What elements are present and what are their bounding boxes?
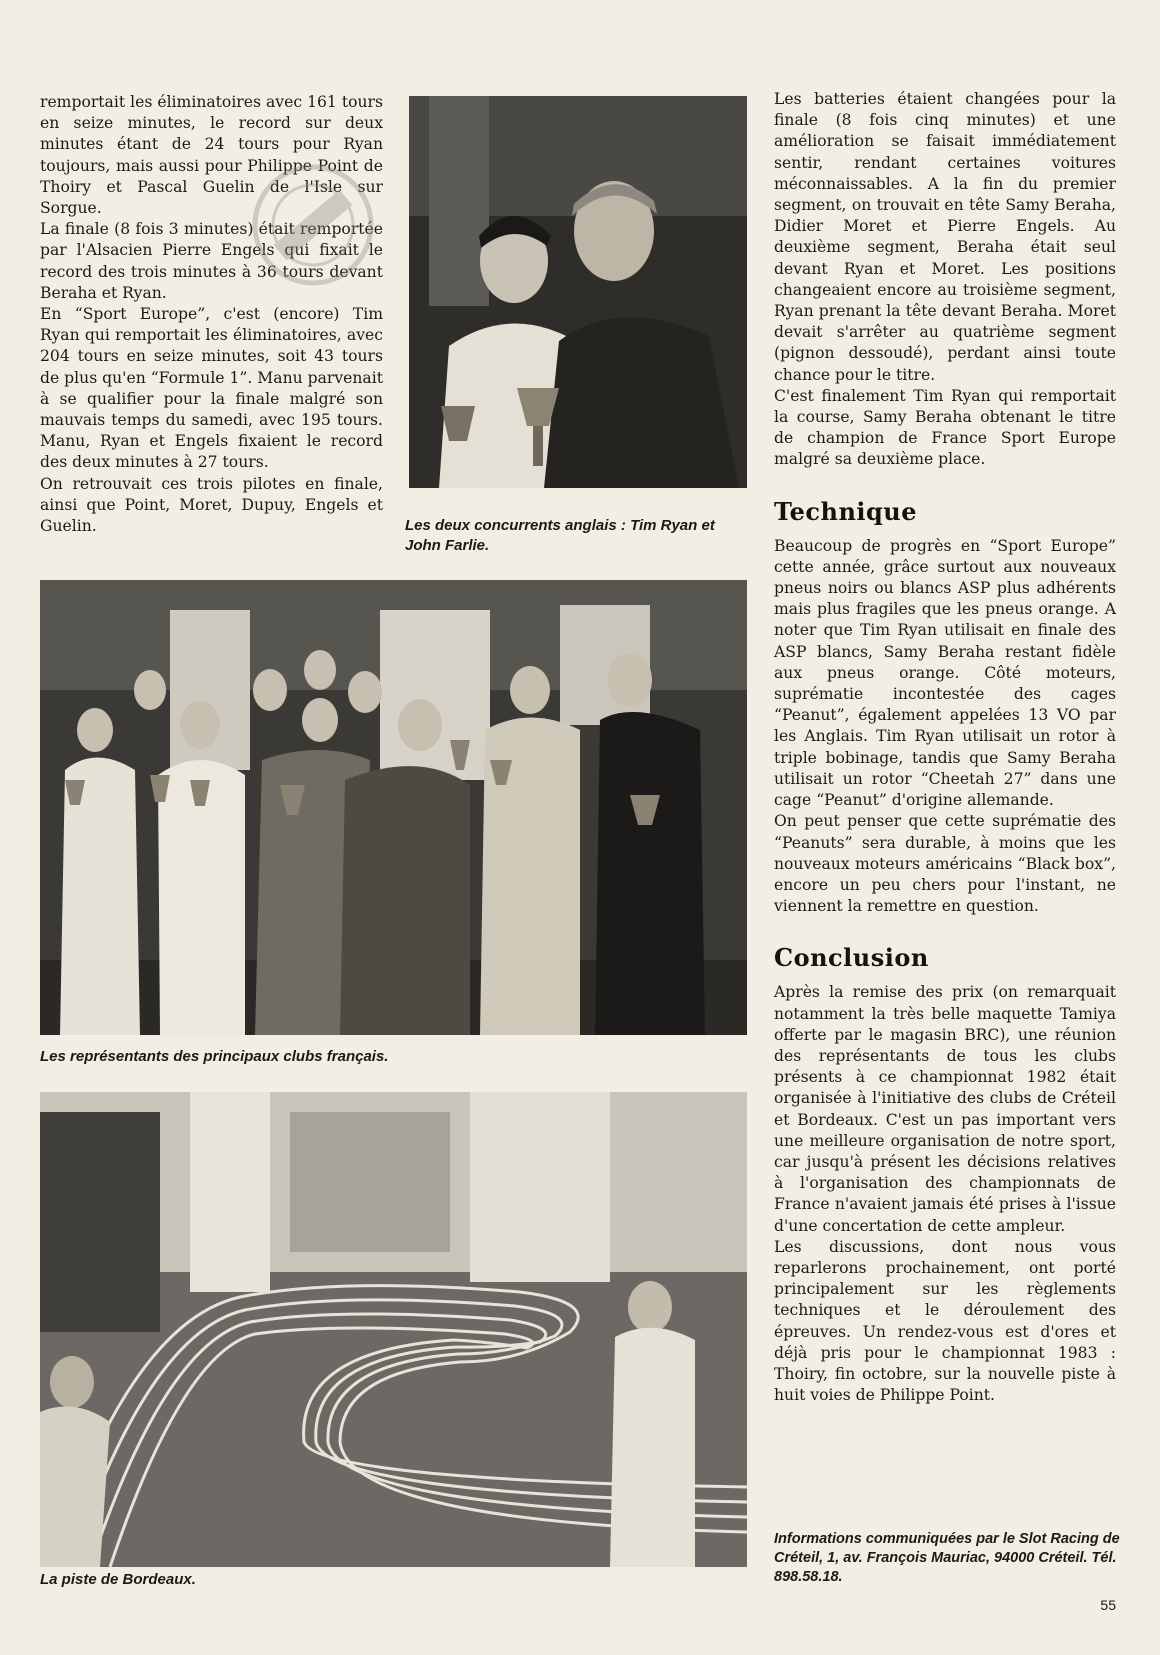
source-credit: Informations communiquées par le Slot Racing de Créteil, 1, av. François Mauriac, 94000 Créteil. Tél. 898.58.18.: [774, 1531, 1120, 1585]
left-column: [40, 92, 383, 537]
photo-english-racers: [409, 96, 747, 488]
technique-paragraph-2: On peut penser que cette suprématie des “Peanuts” sera durable, à moins que les nouveaux moteurs américains “Black box”, encore un peu chers pour l'instant, ne viennent la remettre en question.: [774, 812, 1116, 916]
caption-bordeaux-track: La piste de Bordeaux.: [40, 1571, 196, 1588]
page-number: 55: [1100, 1597, 1116, 1613]
caption-french-clubs: Les représentants des principaux clubs français.: [40, 1048, 389, 1065]
left-paragraph-1: remportait les éliminatoires avec 161 tours en seize minutes, le record sur deux minutes étant de 24 tours pour Ryan toujours, mais aussi pour Philippe Point de Thoiry et Pascal Guelin de l'Isle sur Sorgue.: [40, 93, 383, 218]
conclusion-heading: Conclusion: [774, 943, 929, 973]
left-paragraph-3: En “Sport Europe”, c'est (encore) Tim Ryan qui remportait les éliminatoires, avec 204 tours en seize minutes, soit 43 tours de plus qu'en “Formule 1”. Manu parvenait à se qualifier pour la finale malgré son mauvais temps du samedi, avec 195 tours. Manu, Ryan et Engels fixaient le record des deux minutes à 27 tours.: [40, 305, 383, 472]
conclusion-paragraph-2: Les discussions, dont nous vous reparlerons prochainement, ont porté principalement sur les règlements techniques et le déroulement des épreuves. Un rendez-vous est d'ores et déjà pris pour le championnat 1983 : Thoiry, fin octobre, sur la nouvelle piste à huit voies de Philippe Point.: [774, 1237, 1116, 1405]
technique-heading: Technique: [774, 496, 918, 526]
caption-english-racers: Les deux concurrents anglais : Tim Ryan et John Farlie.: [405, 517, 715, 554]
photo-french-clubs: [40, 580, 747, 1035]
right-paragraph-2: C'est finalement Tim Ryan qui remportait la course, Samy Beraha obtenant le titre de champion de France Sport Europe malgré sa deuxième place.: [774, 386, 1116, 469]
conclusion-paragraph-1: Après la remise des prix (on remarquait notamment la très belle maquette Tamiya offerte par le magasin BRC), une réunion des représentants de tous les clubs présents à ce championnat 1982 était organisée à l'initiative des clubs de Créteil et Bordeaux. C'est un pas important vers une meilleure organisation de notre sport, car jusqu'à présent les décisions relatives à l'organisation des championnats de France n'avaient jamais été prises à l'issue d'une concertation de cette ampleur.: [774, 983, 1116, 1235]
right-paragraph-1: Les batteries étaient changées pour la finale (8 fois cinq minutes) et une amélioration se faisait immédiatement sentir, rendant certaines voitures méconnaissables. A la fin du premier segment, on trouvait en tête Samy Beraha, Didier Moret et Pierre Engels. Au deuxième segment, Beraha était seul devant Ryan et Moret. Les positions changeaient encore au troisième segment, Ryan prenant la tête devant Beraha. Moret devait s'arrêter au quatrième segment (pignon dessoudé), perdant ainsi toute chance pour le titre.: [774, 90, 1116, 384]
right-column: [774, 89, 1116, 1406]
left-paragraph-2: La finale (8 fois 3 minutes) était remportée par l'Alsacien Pierre Engels qui fixait le record des trois minutes à 36 tours devant Beraha et Ryan.: [40, 220, 383, 302]
photo-bordeaux-track: [40, 1092, 747, 1567]
left-paragraph-4: On retrouvait ces trois pilotes en finale, ainsi que Point, Moret, Dupuy, Engels et Guelin.: [40, 474, 383, 536]
technique-paragraph-1: Beaucoup de progrès en “Sport Europe” cette année, grâce surtout aux nouveaux pneus noirs ou blancs ASP plus adhérents mais plus fragiles que les pneus orange. A noter que Tim Ryan utilisait en finale des ASP blancs, Samy Beraha restant fidèle aux pneus orange. Côté moteurs, suprématie incontestée des cages “Peanut”, également appelées 13 VO par les Anglais. Tim Ryan utilisait un rotor à triple bobinage, tandis que Samy Beraha utilisait un rotor “Cheetah 27” dans une cage “Peanut” d'origine allemande.: [774, 536, 1116, 810]
